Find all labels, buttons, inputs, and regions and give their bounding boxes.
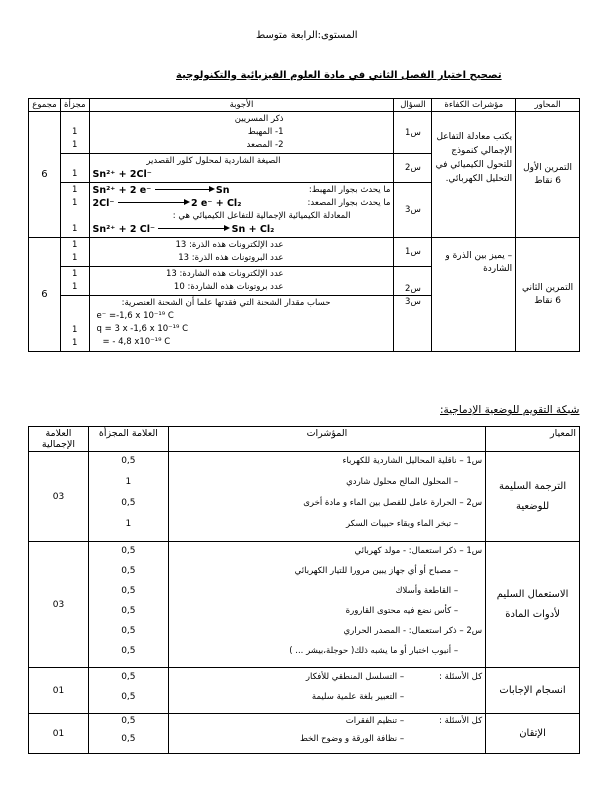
arrow-icon [118,202,188,203]
answer-line: حساب مقدار الشحنة التي فقدتها علما أن الشحنة العنصرية: [121,298,331,308]
partial-mark: 0,5 [121,626,136,636]
page-title: تصحيح اختبار الفصل الثاني في مادة العلوم الفيزيائية والتكنولوجية [176,70,502,81]
question-label: س2 [394,154,432,183]
mark: 1 [72,169,78,179]
header-axes: المحاور [516,99,580,112]
partial-mark: 0,5 [121,646,136,656]
all-questions-label: كل الأسئلة : [439,716,483,726]
mark: 1 [72,338,78,348]
partial-mark: 0,5 [121,716,136,726]
header-total-mark: العلامة الإجمالية [29,427,89,452]
total-mark: 03 [29,542,89,668]
equation-left: Sn²⁺ + 2 e⁻ [92,185,152,196]
criterion-row [29,714,580,754]
mark: 1 [72,282,78,292]
partial-mark: 0,5 [121,606,136,616]
partial-mark: 0,5 [121,692,136,702]
level-label: المستوى:الرابعة متوسط [256,30,358,41]
partial-mark: 0,5 [121,586,136,596]
equation-left: Sn²⁺ + 2 Cl⁻ [92,224,156,235]
equation-right: Sn + Cl₂ [231,224,275,235]
mark: 1 [72,224,78,234]
evaluation-grid-table [28,426,580,754]
answer-line: ذكر المسريين [234,114,284,124]
answer-line: عدد البروتونات هذه الذرة: 13 [178,253,284,263]
total-mark: 01 [29,668,89,714]
mark: 1 [72,198,78,208]
question-label: س1 [394,238,432,267]
indicator-line: – أنبوب اختبار أو ما يشبه ذلك( حوجلة،بيشر ... ) [289,646,459,656]
criterion-row [29,668,580,714]
criterion-label: الترجمة السليمة للوضعية [486,452,580,542]
section-title: شبكة التقويم للوضعية الإدماجية: [440,404,580,416]
mark: 1 [72,325,78,335]
ex2-axis: التمرين الثاني 6 نقاط [516,238,580,352]
total-mark: 01 [29,714,89,754]
table-header-row [29,99,580,112]
partial-mark: 0,5 [121,498,136,508]
partial-mark: 0,5 [121,456,136,466]
indicator-line: – تبخر الماء وبقاء حبيبات السكر [345,519,459,529]
criterion-label: الاستعمال السليم لأدوات المادة [486,542,580,668]
ex1-indicator: يكتب معادلة التفاعل الإجمالي كنموذج للتحول الكيميائي في التحليل الكهربائي. [432,112,516,238]
header-question: السؤال [394,99,432,112]
indicator-line: – المحلول المالح محلول شاردي [346,477,459,487]
answer-key-table [28,98,580,352]
indicator-line: – كأس نضع فيه محتوى القارورة [345,606,459,616]
equation-left: 2Cl⁻ [92,198,115,209]
criterion-label: انسجام الإجابات [486,668,580,714]
indicator-line: – التسلسل المنطقي للأفكار [305,672,405,682]
partial-mark: 1 [125,477,132,487]
indicator-line: – القاطعة وأسلاك [395,586,459,596]
ex1-axis: التمرين الأول 6 نقاط [516,112,580,238]
equation-right: Sn [215,185,230,196]
indicator-line: س2 – ذكر استعمال: - المصدر الحراري [343,626,483,636]
indicator-line: س1 – ناقلية المحاليل الشاردية للكهرباء [342,456,483,466]
answer-line: عدد الإلكترونات هذه الذرة: 13 [175,240,284,250]
mark: 1 [72,253,78,263]
arrow-icon [158,228,228,229]
indicator-line: – نظافة الورقة و وضوح الخط [299,734,405,744]
question-label: س3 [394,296,432,352]
header-partial-mark: العلامة المجزأة [88,427,168,452]
partial-mark: 0,5 [121,566,136,576]
answer-line: الصيغة الشاردية لمحلول كلور القصدير [146,156,281,166]
equation-note: ما يحدث بجوار المصعد: [307,198,391,208]
mark: 1 [72,185,78,195]
criterion-row [29,452,580,542]
criterion-label: الإتقان [486,714,580,754]
equation-right: 2 e⁻ + Cl₂ [191,198,242,209]
indicator-line: – تنظيم الفقرات [345,716,405,726]
answer-line: e⁻ =-1,6 x 10⁻¹⁹ C [96,311,174,321]
mark: 1 [72,240,78,250]
ex1-q1-row [29,112,580,154]
answer-line: = - 4,8 x10⁻¹⁹ C [102,337,171,347]
question-label: س1 [394,112,432,154]
mark: 1 [72,140,78,150]
header-answers: الأجوبة [89,99,394,112]
question-label: س2 [394,267,432,296]
partial-mark: 1 [125,519,132,529]
partial-mark: 0,5 [121,672,136,682]
answer-line: 2- المصعد [246,140,284,150]
answer-line: المعادلة الكيميائية الإجمالية للتفاعل الكيميائي هي : [172,211,351,221]
answer-line: q = 3 x -1,6 x 10⁻¹⁹ C [96,324,189,334]
header-indicators: مؤشرات الكفاءة [432,99,516,112]
mark: 1 [72,127,78,137]
header-indicators: المؤشرات [168,427,485,452]
header-total: مجموع [29,99,61,112]
indicator-line: – التعبير بلغة علمية سليمة [311,692,405,702]
answer-line: عدد الإلكترونات هذه الشاردة: 13 [165,269,284,279]
answer-line: 1- المهبط [247,127,284,137]
criterion-row [29,542,580,668]
answer-line: عدد بروتونات هذه الشاردة: 10 [173,282,284,292]
total-mark: 03 [29,452,89,542]
ex2-total: 6 [29,238,61,352]
equation-note: ما يحدث بجوار المهبط: [308,185,391,195]
ex2-q1-row [29,238,580,267]
table-header-row [29,427,580,452]
partial-mark: 0,5 [121,546,136,556]
indicator-line: س1 – ذكر استعمال: - مولد كهربائي [354,546,483,556]
equation: Sn²⁺ + 2Cl⁻ [92,169,152,180]
question-label: س3 [394,183,432,238]
indicator-line: – مصباح أو أي جهاز يبين مرورا للتيار الكهربائي [294,566,459,576]
indicator-line: س2 – الحرارة عامل للفصل بين الماء و مادة أخرى [303,498,483,508]
ex2-indicator: – يميز بين الذرة و الشاردة [432,238,516,352]
arrow-icon [155,189,213,190]
all-questions-label: كل الأسئلة : [439,672,483,682]
mark: 1 [72,269,78,279]
partial-mark: 0,5 [121,734,136,744]
header-partial: مجزأة [60,99,89,112]
ex1-total: 6 [29,112,61,238]
header-criterion: المعيار [486,427,580,452]
